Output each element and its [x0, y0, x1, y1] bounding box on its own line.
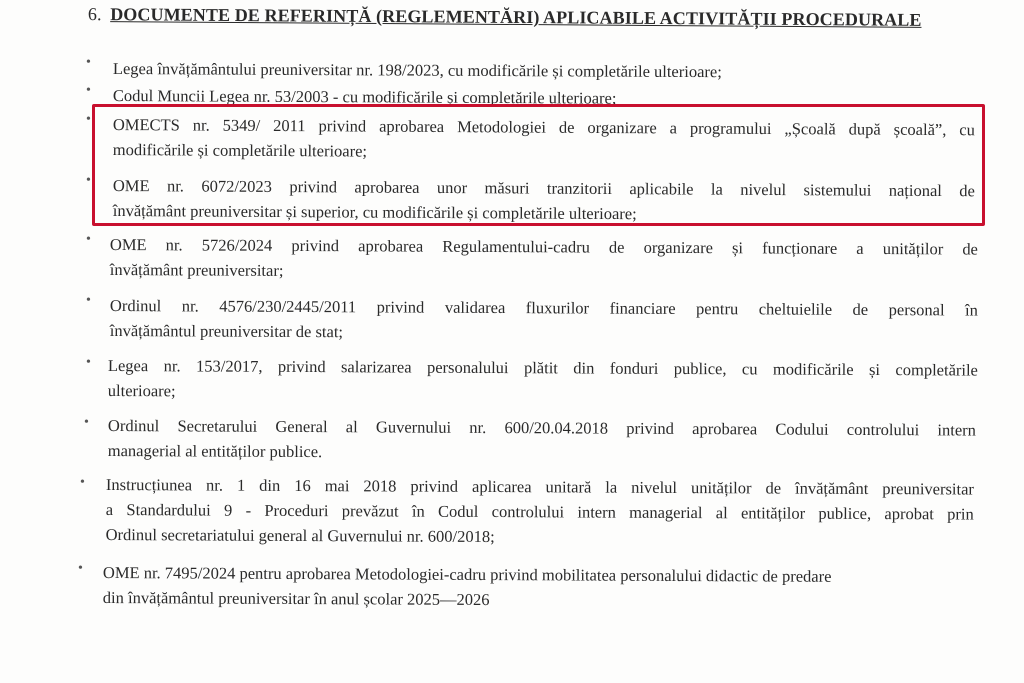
bullet-icon: • [84, 415, 89, 430]
item-text-line: managerial al entităților publice. [107, 440, 323, 462]
bullet-icon: • [86, 112, 91, 127]
bullet-icon: • [86, 355, 91, 370]
item-text-line: învățământ preuniversitar; [109, 259, 284, 280]
item-text-line: din învățământul preuniversitar în anul școlar 2025—2026 [102, 587, 490, 610]
list-item [108, 353, 978, 408]
list-item [110, 232, 978, 287]
item-text-line: Ordinul nr. 4576/230/2445/2011 privind validarea fluxurilor financiare pentru cheltuielile de personal în [109, 295, 978, 320]
list-item [108, 413, 976, 468]
bullet-icon: • [86, 55, 91, 70]
item-text-line: Legea nr. 153/2017, privind salarizarea personalului plătit din fonduri publice, cu modificările și completările [107, 355, 978, 380]
list-item [103, 560, 973, 615]
item-text-line: Legea învățământului preuniversitar nr. 198/2023, cu modificările și completările ulterioare; [112, 58, 722, 82]
item-text-line: OMECTS nr. 5349/ 2011 privind aprobarea Metodologiei de organizare a programului „Școală după școală”, cu [112, 114, 975, 140]
item-text-line: ulterioare; [107, 380, 176, 401]
item-text-line: învățământ preuniversitar și superior, cu modificările și completările ulterioare; [112, 200, 637, 224]
item-text-line: Ordinul Secretarului General al Guvernului nr. 600/20.04.2018 privind aprobarea Codului controlului intern [107, 415, 976, 440]
item-text-line: modificările și completările ulterioare; [112, 139, 368, 161]
bullet-icon: • [80, 475, 85, 490]
bullet-icon: • [86, 83, 91, 98]
item-text-line: OME nr. 5726/2024 privind aprobarea Regulamentului-cadru de organizare și funcționare a unităților de [109, 234, 978, 259]
item-text-line: învățământul preuniversitar de stat; [109, 320, 344, 342]
list-item [106, 472, 974, 552]
list-item [113, 56, 873, 85]
bullet-icon: • [86, 173, 91, 188]
list-item [110, 293, 978, 348]
section-title: DOCUMENTE DE REFERINȚĂ (REGLEMENTĂRI) APLICABILE ACTIVITĂȚII PROCEDURALE [110, 4, 922, 30]
item-text-line: Ordinul secretariatului general al Guvernului nr. 600/2018; [105, 524, 495, 547]
highlight-box [92, 104, 985, 226]
item-text-line: OME nr. 6072/2023 privind aprobarea unor măsuri tranzitorii aplicabile la nivelul sistemului național de [112, 175, 975, 201]
bullet-icon: • [86, 293, 91, 308]
section-heading [88, 4, 988, 31]
bullet-icon: • [78, 561, 83, 576]
bullet-icon: • [86, 232, 91, 247]
item-text-line: Instrucțiunea nr. 1 din 16 mai 2018 privind aplicarea unitară la nivelul unităților de învățământ preuniversitar [105, 474, 974, 499]
section-number: 6. [87, 4, 102, 25]
item-text-line: a Standardului 9 - Proceduri prevăzut în Codul controlului intern managerial al entităților publice, aprobat prin [105, 499, 974, 524]
item-text-line: Codul Muncii Legea nr. 53/2003 - cu modificările și completările ulterioare; [112, 85, 617, 108]
item-text-line: OME nr. 7495/2024 pentru aprobarea Metodologiei-cadru privind mobilitatea personalului didactic de predare [102, 562, 832, 586]
